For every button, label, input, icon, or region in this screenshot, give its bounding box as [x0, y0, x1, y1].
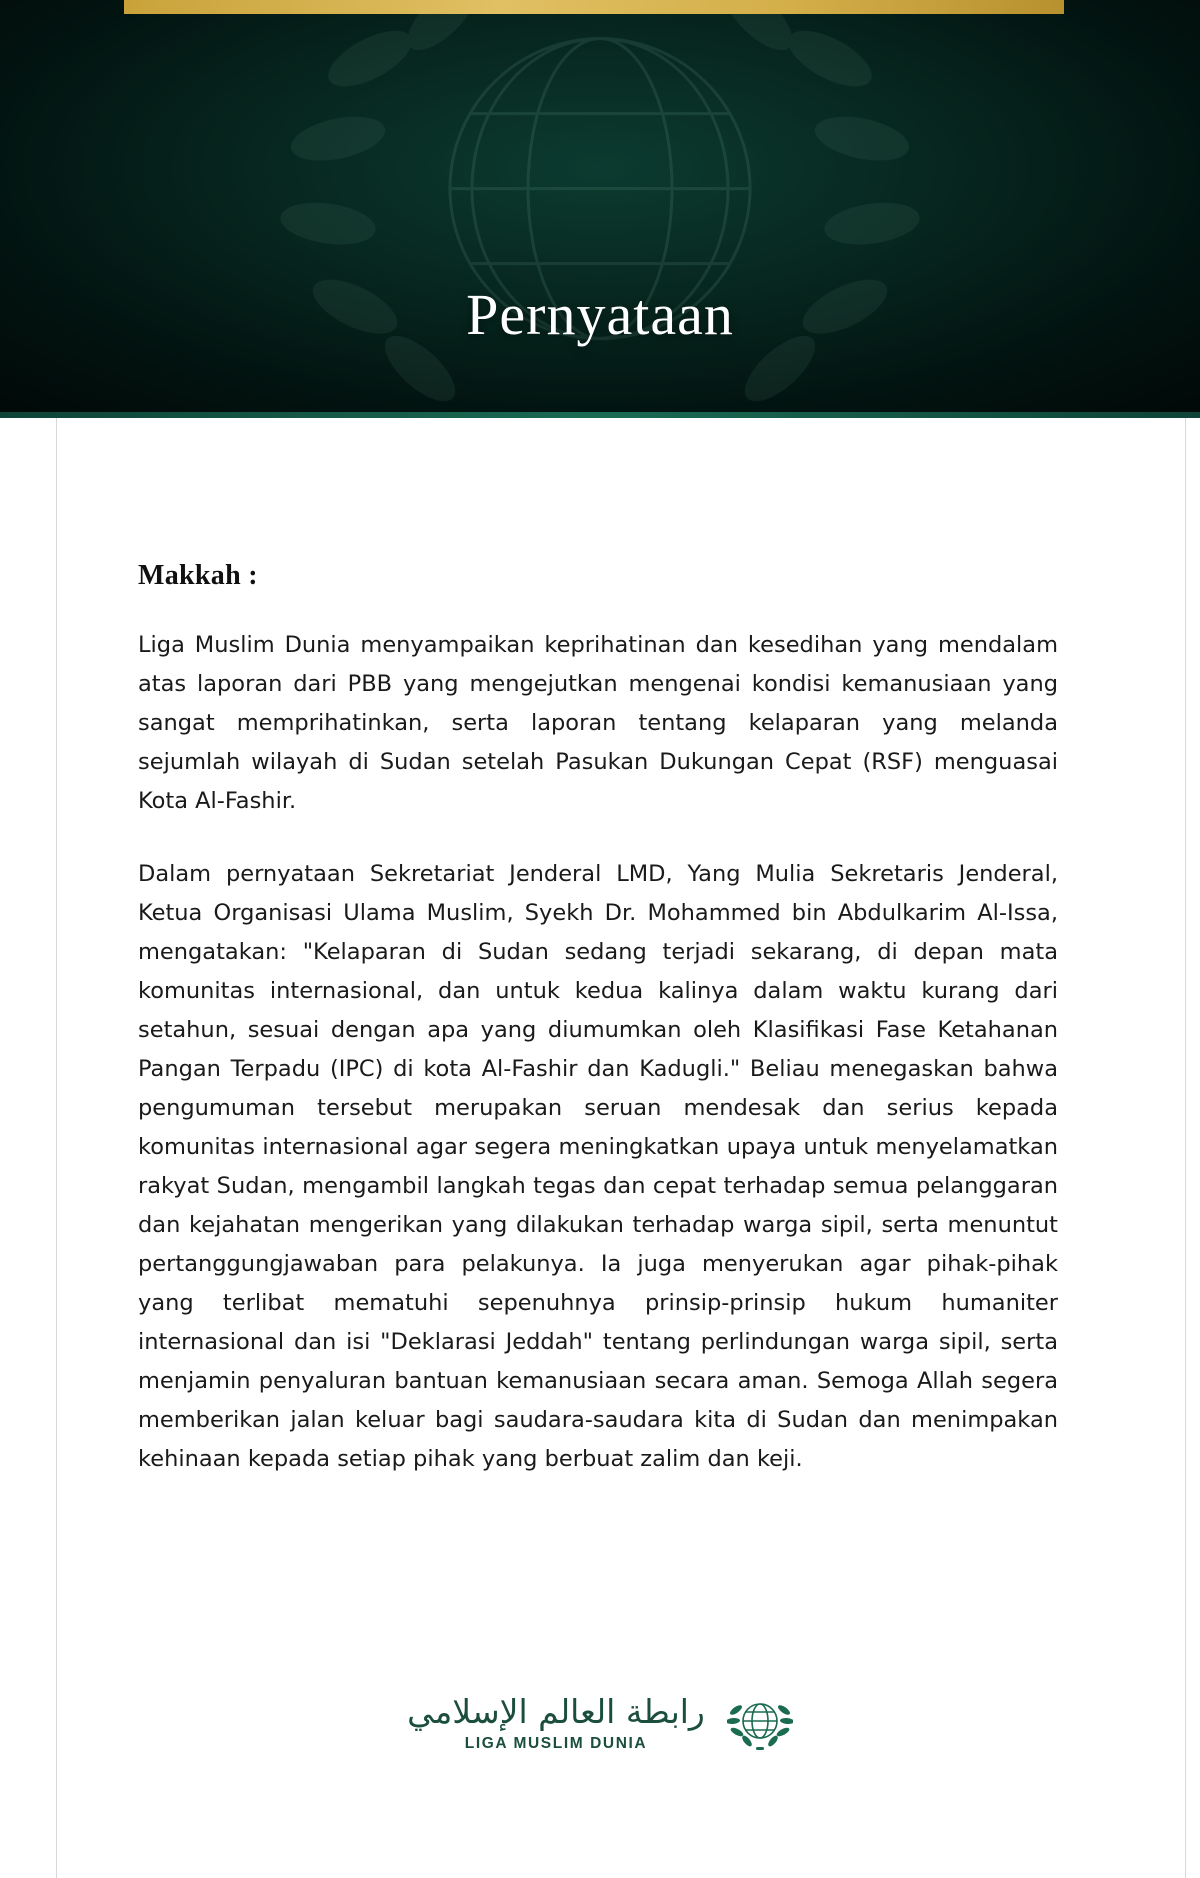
footer-wordmark	[407, 1693, 705, 1753]
footer-logo	[0, 1690, 1200, 1756]
content-area	[0, 418, 1200, 1878]
statement-paragraph: Dalam pernyataan Sekretariat Jenderal LMD, Yang Mulia Sekretaris Jenderal, Ketua Organisasi Ulama Muslim, Syekh Dr. Mohammed bin Abdulkarim Al-Issa, mengatakan: "Kelaparan di Sudan sedang terjadi sekarang, di depan mata komunitas internasional, dan untuk kedua kalinya dalam waktu kurang dari setahun, sesuai dengan apa yang diumumkan oleh Klasifikasi Fase Ketahanan Pangan Terpadu (IPC) di kota Al-Fashir dan Kadugli." Beliau menegaskan bahwa pengumuman tersebut merupakan seruan mendesak dan serius kepada komunitas internasional agar segera meningkatkan upaya untuk menyelamatkan rakyat Sudan, mengambil langkah tegas dan cepat terhadap semua pelanggaran dan kejahatan mengerikan yang dilakukan terhadap warga sipil, serta menuntut pertanggungjawaban para pelakunya. Ia juga menyerukan agar pihak-pihak yang terlibat mematuhi sepenuhnya prinsip-prinsip hukum humaniter internasional dan isi "Deklarasi Jeddah" tentang perlindungan warga sipil, serta menjamin penyaluran bantuan kemanusiaan secara aman. Semoga Allah segera memberikan jalan keluar bagi saudara-saudara kita di Sudan dan menimpakan kehinaan kepada setiap pihak yang berbuat zalim dan keji.	[138, 861, 1058, 1472]
footer-latin-wordmark: LIGA MUSLIM DUNIA	[464, 1734, 648, 1752]
page-title: Pernyataan	[466, 282, 734, 347]
dateline: Makkah :	[138, 560, 258, 591]
statement-paragraph: Liga Muslim Dunia menyampaikan keprihatinan dan kesedihan yang mendalam atas laporan dari PBB yang mengejutkan mengenai kondisi kemanusiaan yang sangat memprihatinkan, serta laporan tentang kelaparan yang melanda sejumlah wilayah di Sudan setelah Pasukan Dukungan Cepat (RSF) menguasai Kota Al-Fashir.	[138, 632, 1058, 814]
left-margin-rule	[56, 418, 57, 1878]
gold-accent-bar	[124, 0, 1064, 14]
right-margin-rule	[1185, 418, 1186, 1878]
statement-body	[138, 418, 1058, 1502]
globe-wreath-emblem-icon	[220, 0, 980, 418]
page-header	[0, 0, 1200, 418]
footer-arabic-wordmark: رابطة العالم الإسلامي	[407, 1692, 705, 1732]
globe-wreath-emblem-icon	[727, 1690, 793, 1756]
